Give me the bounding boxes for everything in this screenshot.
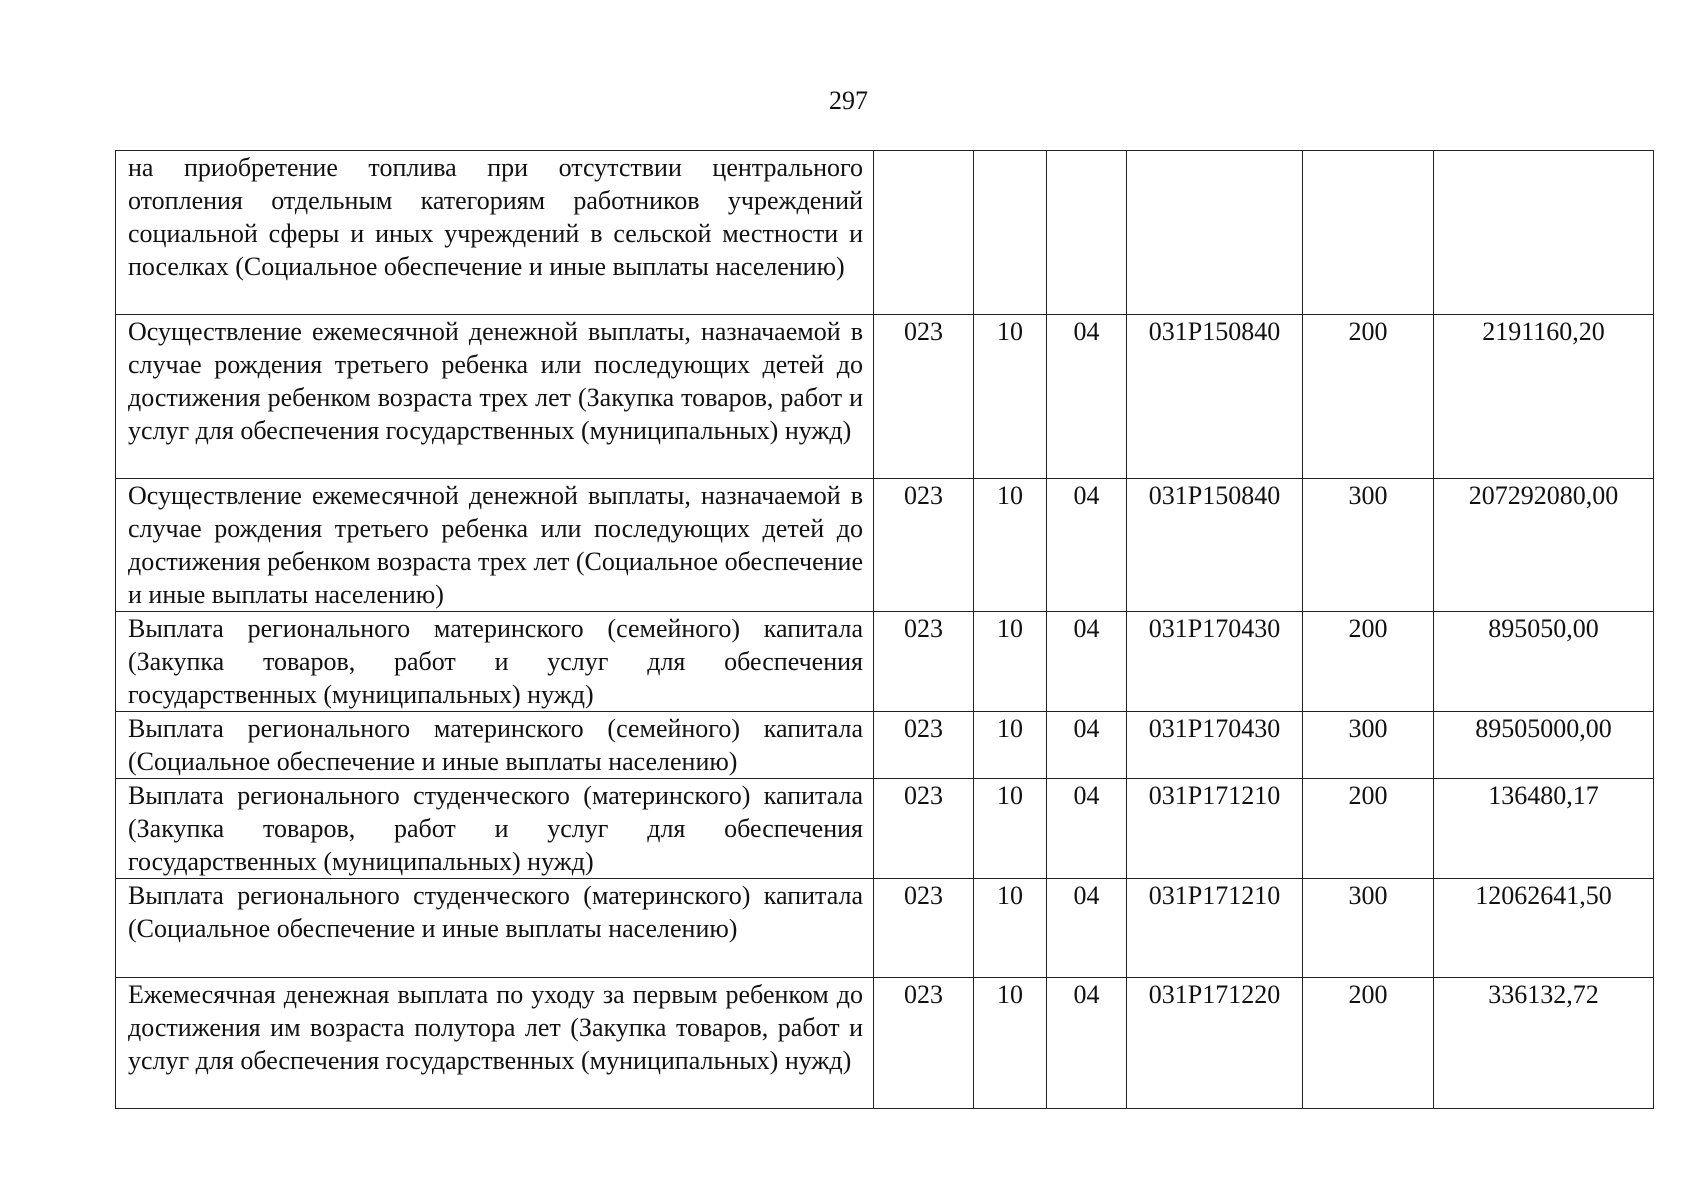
subsection-code: 04 <box>1047 712 1127 779</box>
subsection-code: 04 <box>1047 779 1127 879</box>
amount-value: 12062641,50 <box>1434 879 1654 978</box>
table-row <box>116 879 1654 978</box>
section-code: 10 <box>974 315 1047 479</box>
expense-type-code <box>1303 151 1434 315</box>
ministry-code: 023 <box>874 479 974 612</box>
subsection-code: 04 <box>1047 978 1127 1109</box>
amount-value: 895050,00 <box>1434 612 1654 712</box>
expense-type-code: 300 <box>1303 879 1434 978</box>
section-code: 10 <box>974 612 1047 712</box>
target-article-code: 031P150840 <box>1127 315 1303 479</box>
row-description: Ежемесячная денежная выплата по уходу за первым ребенком до достижения им возраста полутора лет (Закупка товаров, работ и услуг для обеспечения государственных (муниципальных) нужд) <box>116 978 874 1109</box>
section-code: 10 <box>974 712 1047 779</box>
row-description: Выплата регионального материнского (семейного) капитала (Социальное обеспечение и иные выплаты населению) <box>116 712 874 779</box>
subsection-code: 04 <box>1047 879 1127 978</box>
amount-value: 136480,17 <box>1434 779 1654 879</box>
table-row <box>116 779 1654 879</box>
subsection-code <box>1047 151 1127 315</box>
expense-type-code: 200 <box>1303 978 1434 1109</box>
table-row <box>116 151 1654 315</box>
section-code: 10 <box>974 978 1047 1109</box>
row-description: Осуществление ежемесячной денежной выплаты, назначаемой в случае рождения третьего ребенка или последующих детей до достижения ребенком возраста трех лет (Закупка товаров, работ и услуг для обеспечения государственных (муниципальных) нужд) <box>116 315 874 479</box>
row-description: Выплата регионального материнского (семейного) капитала (Закупка товаров, работ и услуг для обеспечения государственных (муниципальных) нужд) <box>116 612 874 712</box>
budget-table <box>115 150 1654 1109</box>
table-row <box>116 712 1654 779</box>
target-article-code: 031P170430 <box>1127 712 1303 779</box>
amount-value: 2191160,20 <box>1434 315 1654 479</box>
amount-value: 207292080,00 <box>1434 479 1654 612</box>
expense-type-code: 200 <box>1303 315 1434 479</box>
ministry-code: 023 <box>874 315 974 479</box>
expense-type-code: 300 <box>1303 712 1434 779</box>
target-article-code: 031P170430 <box>1127 612 1303 712</box>
expense-type-code: 200 <box>1303 779 1434 879</box>
target-article-code: 031P171210 <box>1127 879 1303 978</box>
subsection-code: 04 <box>1047 612 1127 712</box>
target-article-code: 031P171210 <box>1127 779 1303 879</box>
ministry-code: 023 <box>874 879 974 978</box>
row-description: Выплата регионального студенческого (материнского) капитала (Закупка товаров, работ и услуг для обеспечения государственных (муниципальных) нужд) <box>116 779 874 879</box>
section-code: 10 <box>974 479 1047 612</box>
table-row <box>116 479 1654 612</box>
table-row <box>116 315 1654 479</box>
subsection-code: 04 <box>1047 315 1127 479</box>
ministry-code: 023 <box>874 978 974 1109</box>
expense-type-code: 300 <box>1303 479 1434 612</box>
target-article-code: 031P150840 <box>1127 479 1303 612</box>
target-article-code <box>1127 151 1303 315</box>
ministry-code <box>874 151 974 315</box>
ministry-code: 023 <box>874 779 974 879</box>
row-description: Выплата регионального студенческого (материнского) капитала (Социальное обеспечение и иные выплаты населению) <box>116 879 874 978</box>
table-row <box>116 612 1654 712</box>
page-number: 297 <box>829 86 868 115</box>
target-article-code: 031P171220 <box>1127 978 1303 1109</box>
row-description: на приобретение топлива при отсутствии центрального отопления отдельным категориям работников учреждений социальной сферы и иных учреждений в сельской местности и поселках (Социальное обеспечение и иные выплаты населению) <box>116 151 874 315</box>
expense-type-code: 200 <box>1303 612 1434 712</box>
row-description: Осуществление ежемесячной денежной выплаты, назначаемой в случае рождения третьего ребенка или последующих детей до достижения ребенком возраста трех лет (Социальное обеспечение и иные выплаты населению) <box>116 479 874 612</box>
amount-value: 336132,72 <box>1434 978 1654 1109</box>
subsection-code: 04 <box>1047 479 1127 612</box>
table-row <box>116 978 1654 1109</box>
ministry-code: 023 <box>874 712 974 779</box>
section-code <box>974 151 1047 315</box>
amount-value <box>1434 151 1654 315</box>
section-code: 10 <box>974 779 1047 879</box>
ministry-code: 023 <box>874 612 974 712</box>
amount-value: 89505000,00 <box>1434 712 1654 779</box>
section-code: 10 <box>974 879 1047 978</box>
